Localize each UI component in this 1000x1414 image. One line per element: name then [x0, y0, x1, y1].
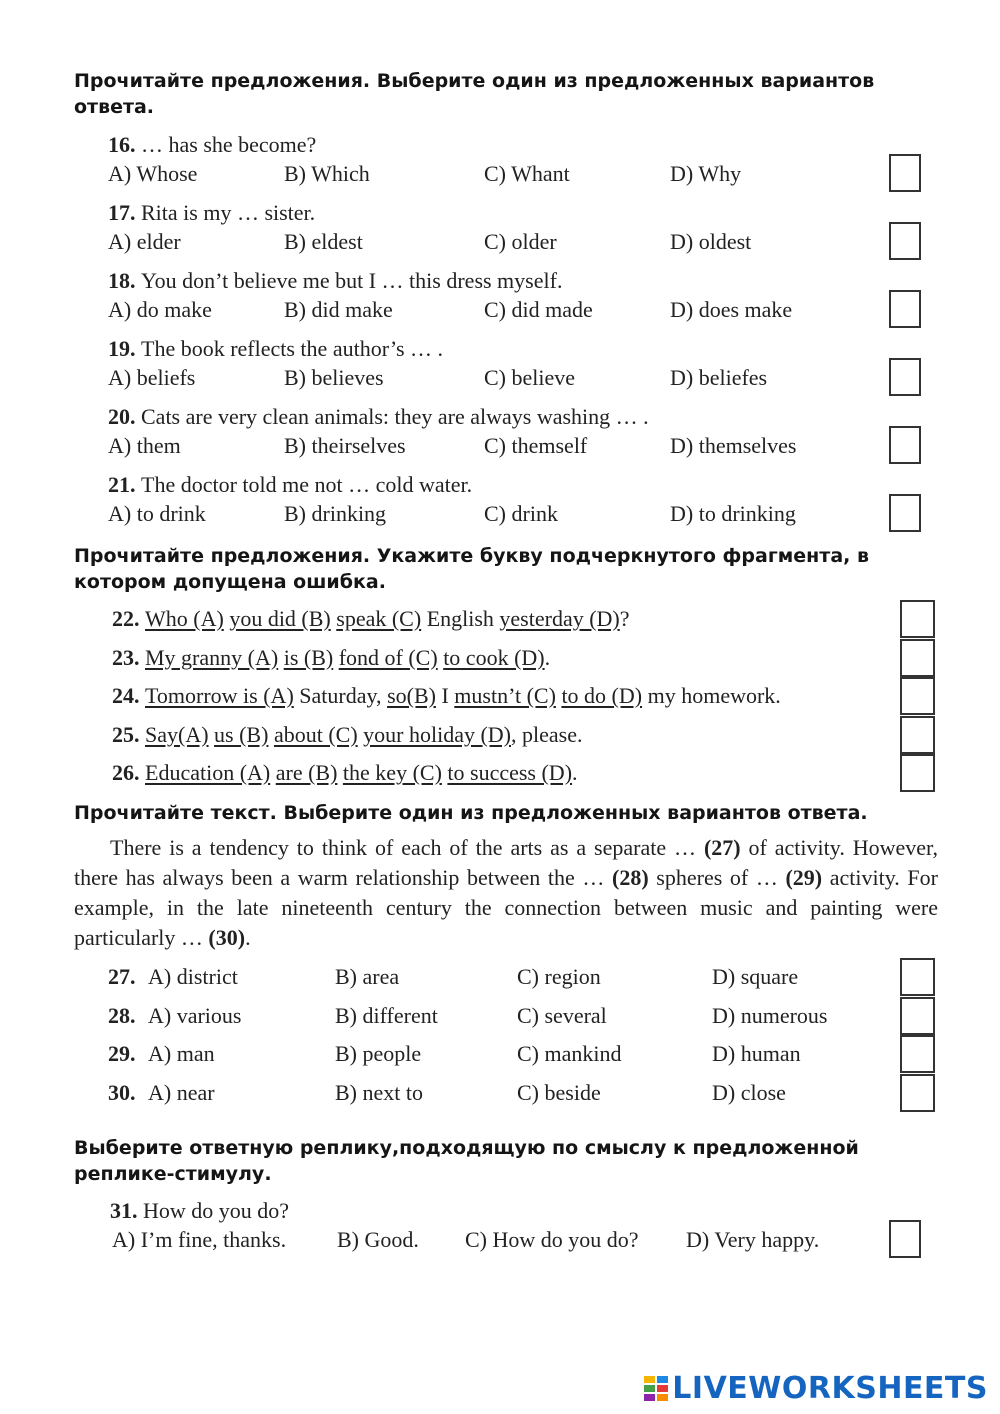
answer-box[interactable]	[889, 222, 921, 260]
answer-option: A) them	[108, 433, 181, 458]
logo-text: LIVEWORKSHEETS	[672, 1371, 988, 1406]
question-number: 24.	[112, 683, 145, 708]
question-stem	[110, 1198, 289, 1224]
answer-box[interactable]	[889, 290, 921, 328]
underlined-fragment: us (B)	[214, 721, 269, 747]
question-number: 30.	[108, 1080, 136, 1106]
answer-option: D) human	[712, 1041, 801, 1067]
gap-number: (27)	[703, 835, 741, 860]
answer-option: C) older	[484, 229, 557, 254]
underlined-fragment: to do (D)	[561, 683, 643, 708]
answer-box[interactable]	[900, 600, 935, 638]
question-number: 20.	[108, 404, 141, 429]
sentence-text: Saturday,	[293, 683, 388, 708]
question-text: You don’t believe me but I … this dress myself.	[141, 268, 563, 293]
answer-option: D) Very happy.	[686, 1227, 820, 1252]
section-1-instruction: Прочитайте предложения. Выберите один из предложенных вариантов ответа.	[74, 70, 875, 118]
answer-box[interactable]	[889, 1220, 921, 1258]
answer-option: B) Good.	[337, 1227, 419, 1252]
passage-text: activity. For example, in the late nineteenth century the connection between music and painting were particularly …	[74, 865, 938, 950]
passage-text: of activity. However, there has always been a warm relationship between the …	[74, 835, 938, 890]
gap-number: (30)	[208, 925, 246, 950]
answer-option: D) Why	[670, 161, 742, 186]
underlined-fragment: speak (C)	[336, 606, 422, 631]
section-2-instruction: Прочитайте предложения. Укажите букву подчеркнутого фрагмента, в котором допущена ошибка.	[74, 545, 869, 593]
question-stem	[108, 268, 562, 294]
underlined-fragment: are (B)	[275, 760, 338, 785]
answer-option: C) mankind	[517, 1041, 622, 1067]
answer-option: A) to drink	[108, 501, 206, 526]
answer-option: D) square	[712, 964, 799, 989]
answer-option: B) Which	[284, 161, 370, 186]
answer-option: B) eldest	[284, 229, 363, 254]
passage-text: .	[245, 925, 251, 950]
question-text: Cats are very clean animals: they are always washing … .	[141, 404, 649, 429]
answer-box[interactable]	[900, 754, 935, 792]
answer-option: D) numerous	[712, 1002, 828, 1028]
answer-option: C) themself	[484, 433, 588, 458]
question-number: 31.	[110, 1198, 143, 1223]
underlined-fragment: My granny (A)	[145, 644, 279, 670]
answer-option: D) close	[712, 1080, 786, 1106]
sentence-text: , please.	[511, 721, 583, 747]
sentence-text: .	[572, 760, 578, 785]
sentence-text: I	[435, 683, 455, 708]
answer-box[interactable]	[889, 358, 921, 396]
sentence-text: my homework.	[642, 683, 781, 708]
question-number: 21.	[108, 472, 141, 497]
question-text: Rita is my … sister.	[141, 200, 316, 225]
answer-option: D) does make	[670, 297, 793, 322]
question-number: 25.	[112, 721, 145, 747]
question-stem	[108, 336, 443, 362]
question-stem	[108, 472, 472, 498]
error-sentence	[112, 683, 781, 709]
underlined-fragment: mustn’t (C)	[454, 683, 556, 708]
gap-number: (29)	[785, 865, 823, 890]
answer-option: B) did make	[284, 297, 393, 322]
answer-option: B) people	[335, 1041, 422, 1067]
answer-option: B) area	[335, 964, 400, 989]
answer-option: B) next to	[335, 1080, 423, 1106]
answer-option: C) several	[517, 1002, 607, 1028]
sentence-text: .	[544, 644, 551, 670]
answer-option: B) different	[335, 1002, 438, 1028]
underlined-fragment: Tomorrow is (A)	[145, 683, 294, 708]
answer-box[interactable]	[900, 639, 935, 677]
underlined-fragment: you did (B)	[229, 606, 331, 631]
error-sentence	[112, 760, 578, 786]
answer-box[interactable]	[900, 1035, 935, 1073]
answer-option: B) drinking	[284, 501, 387, 526]
answer-option: A) Whose	[108, 161, 198, 186]
answer-option: C) region	[517, 964, 601, 989]
error-sentence	[112, 606, 630, 632]
question-number: 16.	[108, 132, 141, 157]
question-number: 29.	[108, 1041, 136, 1067]
answer-box[interactable]	[889, 426, 921, 464]
answer-option: D) beliefes	[670, 365, 768, 390]
underlined-fragment: fond of (C)	[338, 644, 438, 670]
answer-option: D) oldest	[670, 229, 752, 254]
question-number: 23.	[112, 644, 145, 670]
question-text: … has she become?	[141, 132, 317, 157]
answer-option: C) How do you do?	[465, 1227, 639, 1252]
answer-box[interactable]	[900, 716, 935, 754]
underlined-fragment: the key (C)	[342, 760, 442, 785]
answer-option: D) themselves	[670, 433, 797, 458]
answer-box[interactable]	[900, 958, 935, 996]
answer-option: C) drink	[484, 501, 558, 526]
answer-box[interactable]	[900, 997, 935, 1035]
answer-option: C) Whant	[484, 161, 570, 186]
question-text: The book reflects the author’s … .	[141, 336, 444, 361]
answer-option: A) do make	[108, 297, 212, 322]
question-number: 19.	[108, 336, 141, 361]
answer-option: D) to drinking	[670, 501, 796, 526]
error-sentence	[112, 722, 582, 748]
question-number: 22.	[112, 606, 145, 631]
underlined-fragment: Say(A)	[145, 721, 209, 747]
error-sentence	[112, 645, 550, 671]
question-stem	[108, 200, 315, 226]
passage-text: There is a tendency to think of each of the arts as a separate …	[110, 835, 704, 860]
question-number: 26.	[112, 760, 145, 785]
gap-number: (28)	[612, 865, 649, 890]
answer-option: A) man	[148, 1041, 215, 1067]
underlined-fragment: about (C)	[273, 721, 358, 747]
question-number: 17.	[108, 200, 141, 225]
answer-option: A) district	[148, 964, 238, 989]
underlined-fragment: Education (A)	[145, 760, 271, 785]
section-4-instruction: Выберите ответную реплику,подходящую по смыслу к предложенной реплике-стимулу.	[74, 1137, 859, 1185]
question-number: 18.	[108, 268, 141, 293]
underlined-fragment: to cook (D)	[443, 644, 545, 670]
answer-option: C) did made	[484, 297, 593, 322]
question-number: 27.	[108, 964, 136, 989]
section-3-instruction: Прочитайте текст. Выберите один из предложенных вариантов ответа.	[74, 802, 868, 824]
underlined-fragment: yesterday (D)	[499, 606, 620, 631]
underlined-fragment: your holiday (D)	[363, 721, 511, 747]
liveworksheets-logo-icon	[644, 1376, 668, 1402]
answer-option: B) believes	[284, 365, 384, 390]
underlined-fragment: so(B)	[387, 683, 436, 708]
underlined-fragment: is (B)	[283, 644, 334, 670]
question-stem	[108, 404, 649, 430]
answer-option: A) near	[148, 1080, 215, 1106]
passage-text: spheres of …	[648, 865, 786, 890]
question-number: 28.	[108, 1002, 136, 1028]
liveworksheets-logo	[644, 1371, 988, 1406]
sentence-text: English	[421, 606, 500, 631]
underlined-fragment: Who (A)	[145, 606, 224, 631]
answer-option: A) I’m fine, thanks.	[112, 1227, 287, 1252]
answer-option: C) believe	[484, 365, 576, 390]
answer-option: A) various	[148, 1002, 242, 1028]
answer-box[interactable]	[900, 1074, 935, 1112]
question-stem	[108, 132, 316, 158]
answer-box[interactable]	[900, 677, 935, 715]
reading-passage	[74, 833, 938, 953]
answer-option: B) theirselves	[284, 433, 406, 458]
question-text: The doctor told me not … cold water.	[141, 472, 473, 497]
answer-box[interactable]	[889, 494, 921, 532]
answer-option: C) beside	[517, 1080, 601, 1106]
underlined-fragment: to success (D)	[447, 760, 573, 785]
answer-option: A) beliefs	[108, 365, 196, 390]
answer-box[interactable]	[889, 154, 921, 192]
sentence-text: ?	[619, 606, 630, 631]
answer-option: A) elder	[108, 229, 181, 254]
question-text: How do you do?	[143, 1198, 290, 1223]
